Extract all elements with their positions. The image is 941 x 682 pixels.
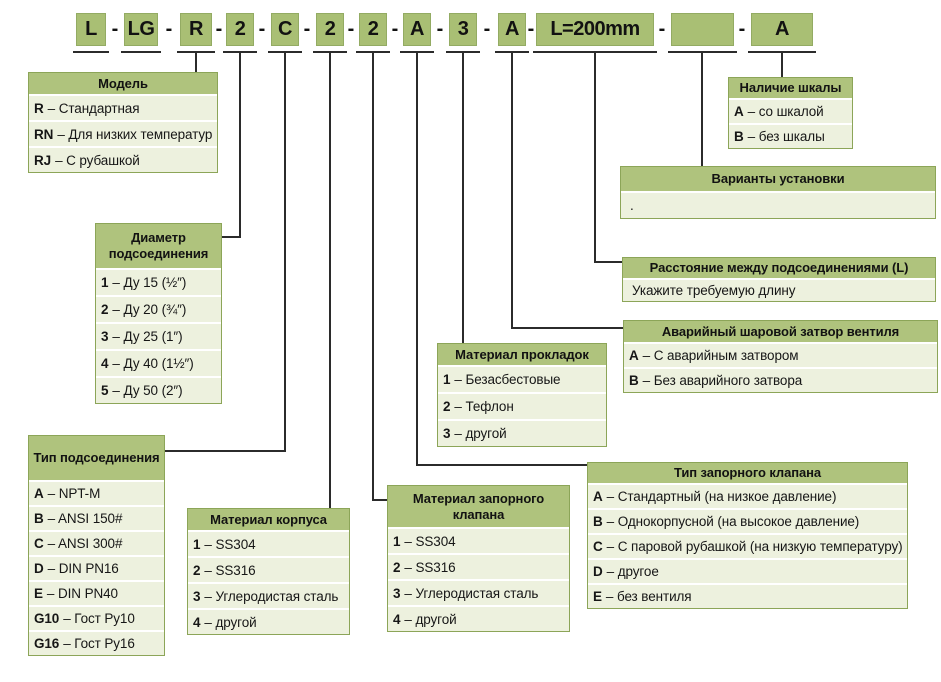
gasket-material-box — [437, 343, 607, 447]
connector-line — [701, 52, 703, 166]
row-code: 2 — [193, 562, 201, 578]
row-text: – Гост Ру10 — [63, 611, 135, 626]
row-code: B — [734, 129, 744, 144]
row-text: – Безасбестовые — [454, 372, 561, 387]
row-code: 3 — [443, 426, 451, 441]
row-text: – ANSI 300# — [47, 536, 123, 551]
row-code: 3 — [101, 329, 109, 344]
connector-line — [595, 261, 623, 263]
valve-material-box — [387, 485, 570, 632]
row-code: A — [593, 489, 603, 504]
code-segment-gasket-material: 3 — [449, 13, 477, 46]
body-material-box-title: Материал корпуса — [188, 509, 349, 530]
table-row — [729, 98, 852, 123]
valve-type-box-title: Тип запорного клапана — [588, 463, 907, 483]
table-row — [29, 530, 164, 555]
row-text: – Углеродистая сталь — [404, 585, 539, 601]
code-segment-valve-type: A — [403, 13, 431, 46]
connector-line — [511, 52, 513, 329]
table-row — [188, 582, 349, 608]
gasket-material-box-title: Материал прокладок — [438, 344, 606, 365]
connector-line — [222, 236, 241, 238]
code-separator: - — [738, 18, 746, 40]
gasket-material-box-rows — [438, 365, 606, 446]
installation-box-rows — [621, 191, 935, 218]
row-code: 1 — [443, 372, 451, 387]
distance-box-rows — [623, 278, 935, 301]
code-separator: - — [436, 18, 444, 40]
row-text: – Стандартная — [47, 100, 140, 116]
connector-line — [239, 52, 241, 238]
emergency-shutoff-box — [623, 320, 938, 393]
table-row — [621, 191, 935, 218]
connector-line — [512, 327, 624, 329]
valve-type-box-rows — [588, 483, 907, 608]
table-row — [188, 556, 349, 582]
row-code: 4 — [393, 611, 401, 627]
row-code: D — [593, 564, 603, 579]
code-segment-type: LG — [124, 13, 158, 46]
connector-line — [416, 52, 418, 466]
table-row — [29, 480, 164, 505]
row-code: C — [593, 539, 603, 554]
row-text: – Ду 50 (2″) — [112, 383, 183, 398]
code-separator: - — [215, 18, 223, 40]
row-text: – Ду 20 (¾″) — [112, 302, 187, 317]
connector-line — [329, 52, 331, 508]
emergency-shutoff-box-title: Аварийный шаровой затвор вентиля — [624, 321, 937, 342]
connector-line — [373, 499, 387, 501]
table-row — [388, 579, 569, 605]
row-text: – другой — [454, 426, 507, 441]
valve-type-box — [587, 462, 908, 609]
connection-type-box — [28, 435, 165, 656]
row-code: RJ — [34, 152, 52, 168]
code-segment-body-material: 2 — [316, 13, 344, 46]
scale-box-title: Наличие шкалы — [729, 78, 852, 98]
row-code: 1 — [393, 533, 401, 549]
code-separator: - — [303, 18, 311, 40]
row-code: G16 — [34, 636, 60, 651]
scale-box — [728, 77, 853, 149]
row-code: 2 — [101, 302, 109, 317]
row-code: A — [734, 104, 744, 119]
table-row — [624, 367, 937, 392]
table-row — [29, 120, 217, 146]
row-text: – Однокорпусной (на высокое давление) — [606, 514, 860, 529]
code-separator: - — [347, 18, 355, 40]
table-row — [588, 583, 907, 608]
table-row — [588, 533, 907, 558]
row-text: – SS304 — [204, 536, 256, 552]
row-text: – Ду 25 (1″) — [112, 329, 183, 344]
row-code: 1 — [101, 275, 109, 290]
row-text: – Тефлон — [454, 399, 514, 414]
row-code: E — [593, 589, 602, 604]
body-material-box — [187, 508, 350, 635]
code-segment-model: R — [180, 13, 212, 46]
table-row — [29, 505, 164, 530]
row-code: 4 — [101, 356, 109, 371]
valve-material-box-title: Материал запорного клапана — [388, 486, 569, 527]
row-code: 2 — [393, 559, 401, 575]
row-text: – Ду 40 (1½″) — [112, 356, 194, 371]
code-separator: - — [258, 18, 266, 40]
code-segment-installation — [671, 13, 734, 46]
row-code: 3 — [393, 585, 401, 601]
row-code: C — [34, 536, 44, 551]
emergency-shutoff-box-rows — [624, 342, 937, 392]
row-text: – без шкалы — [747, 129, 825, 144]
code-segment-series: L — [76, 13, 106, 46]
segment-underline — [73, 51, 109, 53]
diameter-box — [95, 223, 222, 404]
table-row — [438, 392, 606, 419]
row-text: – Без аварийного затвора — [642, 373, 803, 388]
row-text: – Гост Ру16 — [63, 636, 135, 651]
row-code: G10 — [34, 611, 60, 626]
code-segment-scale: A — [751, 13, 813, 46]
row-code: 5 — [101, 383, 109, 398]
connector-line — [284, 52, 286, 452]
table-row — [188, 530, 349, 556]
table-row — [29, 146, 217, 172]
row-code: E — [34, 586, 43, 601]
diameter-box-title: Диаметр подсоединения — [96, 224, 221, 268]
code-separator: - — [111, 18, 119, 40]
code-separator: - — [527, 18, 535, 40]
segment-underline — [121, 51, 161, 53]
row-code: 4 — [193, 614, 201, 630]
code-separator: - — [658, 18, 666, 40]
model-box-title: Модель — [29, 73, 217, 94]
table-row — [188, 608, 349, 634]
connector-line — [462, 52, 464, 343]
row-text: . — [630, 198, 634, 213]
table-row — [623, 278, 935, 301]
row-text: – SS304 — [404, 533, 456, 549]
row-text: – другой — [404, 611, 457, 627]
connector-line — [372, 52, 374, 501]
connector-line — [594, 52, 596, 263]
table-row — [96, 322, 221, 349]
table-row — [29, 555, 164, 580]
connection-type-box-rows — [29, 480, 164, 655]
row-code: 1 — [193, 536, 201, 552]
installation-box-title: Варианты установки — [621, 167, 935, 191]
table-row — [388, 553, 569, 579]
code-separator: - — [483, 18, 491, 40]
row-text: – NPT-M — [47, 486, 101, 501]
table-row — [438, 365, 606, 392]
code-segment-emergency-shutoff: A — [498, 13, 526, 46]
row-text: – без вентиля — [605, 589, 692, 604]
table-row — [588, 558, 907, 583]
row-text: – Стандартный (на низкое давление) — [606, 489, 837, 504]
table-row — [388, 605, 569, 631]
model-box — [28, 72, 218, 173]
row-text: – SS316 — [404, 559, 456, 575]
valve-material-box-rows — [388, 527, 569, 631]
table-row — [29, 605, 164, 630]
row-text: – С паровой рубашкой (на низкую температуру) — [606, 539, 903, 554]
scale-box-rows — [729, 98, 852, 148]
distance-box-title: Расстояние между подсоединениями (L) — [623, 258, 935, 278]
code-separator: - — [391, 18, 399, 40]
table-row — [29, 580, 164, 605]
code-segment-length: L=200mm — [536, 13, 654, 46]
connector-line — [781, 52, 783, 77]
row-text: – SS316 — [204, 562, 256, 578]
row-code: 2 — [443, 399, 451, 414]
row-text: – со шкалой — [747, 104, 824, 119]
table-row — [29, 94, 217, 120]
row-code: B — [593, 514, 603, 529]
diameter-box-rows — [96, 268, 221, 403]
model-box-rows — [29, 94, 217, 172]
table-row — [96, 295, 221, 322]
connector-line — [417, 464, 588, 466]
row-code: 3 — [193, 588, 201, 604]
table-row — [729, 123, 852, 148]
row-text: – Углеродистая сталь — [204, 588, 339, 604]
table-row — [588, 508, 907, 533]
row-text: – другой — [204, 614, 257, 630]
table-row — [388, 527, 569, 553]
row-text: – DIN PN16 — [47, 561, 119, 576]
row-code: R — [34, 100, 44, 116]
row-text: Укажите требуемую длину — [632, 283, 796, 298]
table-row — [29, 630, 164, 655]
code-segment-diameter: 2 — [226, 13, 254, 46]
row-code: B — [629, 373, 639, 388]
code-separator: - — [165, 18, 173, 40]
table-row — [96, 268, 221, 295]
row-text: – DIN PN40 — [46, 586, 118, 601]
installation-box — [620, 166, 936, 219]
row-code: B — [34, 511, 44, 526]
code-segment-connection-type: C — [271, 13, 299, 46]
table-row — [96, 349, 221, 376]
connection-type-box-title: Тип подсоединения — [29, 436, 164, 480]
row-text: – С рубашкой — [55, 152, 140, 168]
body-material-box-rows — [188, 530, 349, 634]
row-code: A — [34, 486, 44, 501]
code-segment-valve-material: 2 — [359, 13, 387, 46]
row-code: RN — [34, 126, 54, 142]
table-row — [588, 483, 907, 508]
row-text: – Ду 15 (½″) — [112, 275, 187, 290]
connector-line — [195, 52, 197, 72]
row-text: – Для низких температур — [57, 126, 213, 142]
row-code: D — [34, 561, 44, 576]
table-row — [438, 419, 606, 446]
row-text: – ANSI 150# — [47, 511, 123, 526]
row-code: A — [629, 348, 639, 363]
row-text: – С аварийным затвором — [642, 348, 799, 363]
table-row — [96, 376, 221, 403]
table-row — [624, 342, 937, 367]
distance-box — [622, 257, 936, 302]
connector-line — [165, 450, 286, 452]
row-text: – другое — [606, 564, 659, 579]
